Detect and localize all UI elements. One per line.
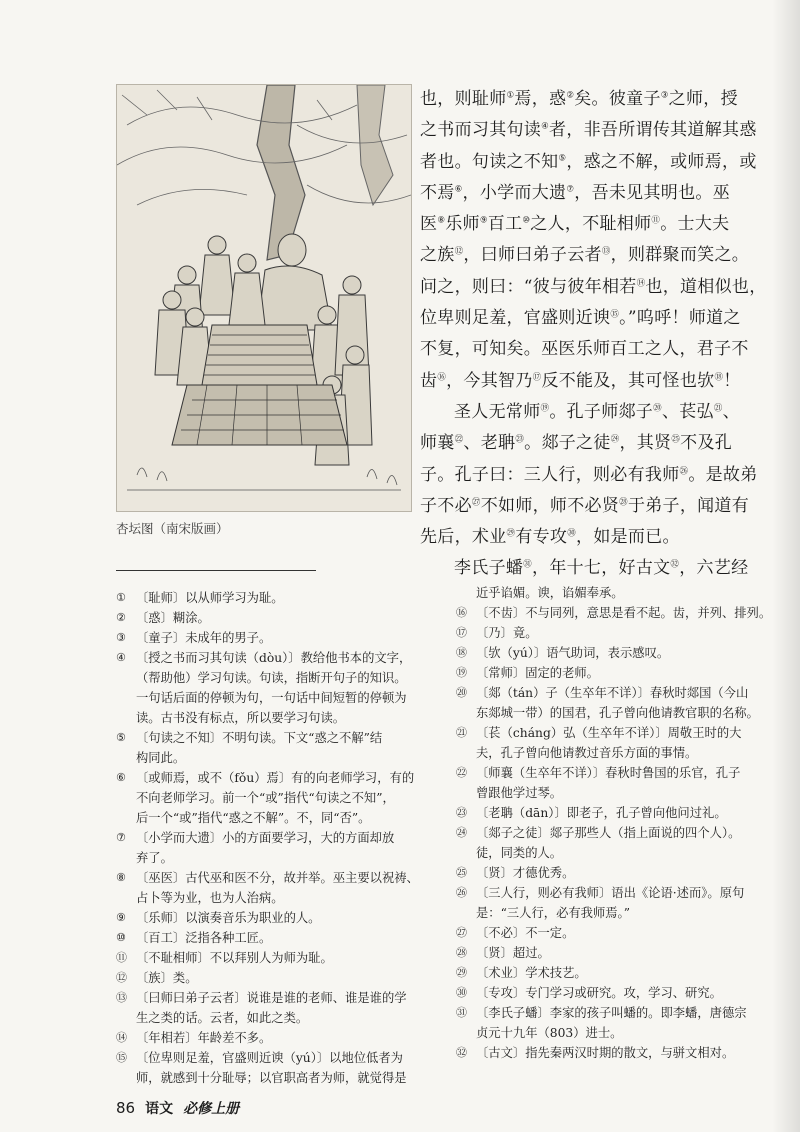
footnotes-left-column: [116, 588, 426, 1088]
text-run: ，曰师曰弟子云者: [463, 245, 602, 266]
text-run: ，吾未见其明也。巫: [574, 182, 730, 203]
footnote-number: ⑧: [116, 871, 126, 884]
footnote-number: ⑰: [456, 626, 467, 639]
footnote-text: 〔位卑则足羞，官盛则近谀（yú）〕以地位低者为: [136, 1051, 403, 1065]
footnote-line: [116, 628, 426, 648]
footnote-text: 〔专攻〕专门学习或研究。攻，学习、研究。: [476, 986, 722, 1000]
footnote-line: [116, 788, 426, 808]
subject-name: 语文: [145, 1101, 174, 1117]
footnote-number: ⑦: [116, 831, 126, 844]
footnote-marker: ⑫: [454, 246, 464, 257]
footnote-marker: ㉒: [454, 434, 464, 445]
text-line: [420, 84, 758, 115]
footnote-number: ⑯: [456, 606, 467, 619]
footnote-marker: ⑰: [532, 372, 542, 383]
footnote-text: 〔贤〕才德优秀。: [476, 866, 575, 880]
footnote-number: [116, 1068, 133, 1088]
footnote-line: [456, 743, 774, 763]
footnote-text: 曾跟他学过琴。: [476, 786, 563, 800]
footnote-marker: ①: [506, 90, 515, 101]
page-number: 86: [116, 1099, 136, 1117]
text-run: 矣。彼童子: [574, 89, 661, 109]
footnote-text: 〔不齿〕不与同列，意思是看不起。齿，并列、排列。: [476, 606, 772, 620]
footnote-line: [456, 703, 774, 723]
footnote-number: [116, 808, 133, 828]
footnote-line: [116, 1068, 426, 1088]
footnote-line: [116, 688, 426, 708]
footnote-text: 占卜等为业，也为人治病。: [136, 891, 284, 905]
footnote-line: [456, 643, 774, 663]
footnote-marker: ⑪: [651, 215, 661, 226]
footnote-text: 〔曰师曰弟子云者〕说谁是谁的老师、谁是谁的学: [136, 991, 407, 1005]
text-run: 不及孔: [680, 433, 733, 454]
footnote-text: 〔授之书而习其句读（dòu）〕教给他书本的文字，: [136, 651, 412, 665]
footnote-text: 〔老聃（dān）〕即老子，孔子曾向他问过礼。: [476, 806, 727, 820]
footnote-number: ⑳: [456, 686, 467, 699]
text-run: ，如是而已。: [576, 527, 680, 548]
footnote-text: 生之类的话。云者，如此之类。: [136, 1011, 309, 1025]
text-run: 也，则耻师: [420, 89, 507, 109]
footnote-separator: [116, 570, 316, 571]
footnote-text: 〔或师焉，或不（fǒu）焉〕有的向老师学习，有的: [136, 771, 415, 785]
footnote-number: [456, 843, 473, 863]
footnote-number: ㉘: [456, 946, 467, 959]
footnote-text: 〔不必〕不一定。: [476, 926, 575, 940]
footnote-marker: ②: [566, 90, 575, 101]
footnote-line: [116, 708, 426, 728]
illustration-caption: 杏坛图（南宋版画）: [116, 521, 229, 536]
text-run: ，今其智乃: [446, 370, 533, 391]
footnote-number: [116, 688, 133, 708]
text-run: 。是故弟: [688, 464, 758, 485]
text-run: 位卑则足羞，官盛则近谀: [420, 308, 611, 329]
text-run: ，惑之不解，或师焉，或: [566, 151, 757, 172]
footnote-number: ⑬: [116, 991, 127, 1004]
text-run: 百工: [487, 214, 523, 235]
footnote-text: 一句话后面的停顿为句，一句话中间短暂的停顿为: [136, 691, 407, 705]
footnote-text: 构同此。: [136, 751, 186, 765]
footnote-marker: ㉗: [471, 497, 481, 508]
footnote-line: [456, 723, 774, 743]
footnote-text: （帮助他）学习句读。句读，指断开句子的知识。: [136, 671, 407, 685]
footnote-number: ㉚: [456, 986, 467, 999]
footnote-marker: ⑮: [610, 309, 620, 320]
text-run: 、老聃: [463, 433, 516, 454]
text-run: 之师，授: [668, 89, 738, 109]
footnote-number: [456, 743, 473, 763]
footnote-marker: ⑧: [437, 215, 446, 226]
text-run: 师襄: [420, 433, 455, 454]
footnote-marker: ③: [660, 90, 669, 101]
text-run: 者，非吾所谓传其道解其惑: [549, 120, 757, 141]
footnote-number: ㉒: [456, 766, 467, 779]
footnote-number: ⑪: [116, 951, 127, 964]
footnote-number: ⑨: [116, 911, 126, 924]
text-run: 先后，术业: [420, 527, 507, 548]
text-run: ，年十七，好古文: [532, 558, 671, 579]
text-run: 问之，则曰：“彼与彼年相若: [420, 276, 637, 297]
footnote-line: [116, 928, 426, 948]
book-name: 必修上册: [183, 1101, 240, 1117]
footnote-line: [456, 603, 774, 623]
footnote-text: 夫，孔子曾向他请教过音乐方面的事情。: [476, 746, 698, 760]
text-line: [420, 240, 758, 271]
footnote-number: ⑲: [456, 666, 467, 679]
footnote-number: ㉙: [456, 966, 467, 979]
footnote-number: ⑥: [116, 771, 126, 784]
footnote-marker: ㉕: [671, 434, 681, 445]
footnote-text: 徒，同类的人。: [476, 846, 563, 860]
footnote-marker: ⑬: [601, 246, 611, 257]
text-run: 反不能及，其可怪也欤: [541, 370, 715, 391]
footnote-text: 〔李氏子蟠〕李家的孩子叫蟠的。即李蟠，唐德宗: [476, 1006, 747, 1020]
footnote-number: ㉖: [456, 886, 467, 899]
text-line: [420, 334, 758, 365]
footnote-number: ④: [116, 651, 126, 664]
text-run: 不如师，师不必贤: [480, 495, 620, 516]
text-run: 焉，惑: [514, 89, 567, 109]
footnote-text: 不向老师学习。前一个“或”指代“句读之不知”，: [136, 791, 395, 805]
footnote-number: ⑭: [116, 1031, 127, 1044]
footnote-line: [456, 883, 774, 903]
footnote-number: ㉛: [456, 1006, 467, 1019]
footnote-marker: ⑦: [566, 184, 575, 195]
footnote-line: [456, 663, 774, 683]
footnote-number: [116, 1008, 133, 1028]
footnote-text: 〔贤〕超过。: [476, 946, 550, 960]
footnote-number: [116, 668, 133, 688]
apricot-altar-illustration: [116, 84, 412, 512]
footnote-line: [116, 588, 426, 608]
text-line: [420, 272, 767, 303]
text-line: [420, 397, 758, 428]
footnote-text: 读。古书没有标点，所以要学习句读。: [136, 711, 346, 725]
footnote-line: [456, 763, 774, 783]
footnote-line: [116, 968, 426, 988]
footnote-text: 师，就感到十分耻辱；以官职高者为师，就觉得是: [136, 1071, 407, 1085]
text-run: 。孔子师郯子: [549, 401, 654, 422]
footnote-line: [456, 863, 774, 883]
footnote-number: ㉜: [456, 1046, 467, 1059]
footnote-marker: ⑥: [454, 184, 463, 195]
footnote-number: [456, 783, 473, 803]
footnote-line: [116, 608, 426, 628]
footnote-line: [116, 908, 426, 928]
footnotes-right-column: [456, 583, 774, 1063]
text-run: 之族: [420, 245, 455, 266]
footnote-marker: ㉓: [515, 434, 525, 445]
footnote-line: [116, 848, 426, 868]
footnote-number: ⑤: [116, 731, 126, 744]
text-run: ，六艺经: [679, 558, 749, 579]
footnote-number: [456, 703, 473, 723]
footnote-number: ②: [116, 611, 126, 624]
footnote-text: 〔族〕类。: [136, 971, 198, 985]
footnote-line: [456, 783, 774, 803]
text-run: 子。孔子曰：三人行，则必有我师: [420, 464, 680, 485]
footnote-marker: ④: [541, 121, 550, 132]
text-run: ！: [723, 370, 741, 391]
text-line: [420, 460, 758, 491]
footnote-text: 近乎谄媚。谀，谄媚奉承。: [476, 586, 624, 600]
footnote-text: 〔郯（tán）子（生卒年不详）〕春秋时郯国（今山: [476, 686, 749, 700]
footnote-text: 贞元十九年（803）进士。: [476, 1026, 623, 1040]
text-run: 。”呜呼！师道之: [619, 308, 741, 329]
footnote-line: [456, 683, 774, 703]
text-line: [420, 491, 758, 522]
footnote-marker: ⑨: [479, 215, 488, 226]
footnote-line: [456, 823, 774, 843]
text-run: 齿: [420, 370, 438, 391]
footnote-marker: ㉔: [610, 434, 620, 445]
footnote-text: 〔术业〕学术技艺。: [476, 966, 587, 980]
text-line: [420, 366, 758, 397]
footnote-number: ㉑: [456, 726, 467, 739]
text-run: 之人，不耻相师: [530, 214, 652, 235]
footnote-number: ①: [116, 591, 126, 604]
footnote-number: [116, 848, 133, 868]
footnote-text: 〔郯子之徒〕郯子那些人（指上面说的四个人）。: [476, 826, 741, 840]
footnote-number: ㉓: [456, 806, 467, 819]
footnote-line: [456, 963, 774, 983]
footnote-marker: ㉖: [679, 465, 689, 476]
footnote-number: [456, 583, 473, 603]
footnote-marker: ⑩: [522, 215, 531, 226]
text-run: 圣人无常师: [454, 401, 541, 422]
text-run: 、: [722, 401, 740, 422]
footnote-line: [116, 808, 426, 828]
footnote-number: [116, 888, 133, 908]
footnote-line: [116, 948, 426, 968]
footnote-text: 〔巫医〕古代巫和医不分，故并举。巫主要以祝祷、: [136, 871, 419, 885]
footnote-line: [116, 868, 426, 888]
footnote-marker: ⑯: [437, 372, 447, 383]
page-footer: [116, 1098, 239, 1118]
footnote-number: [456, 1023, 473, 1043]
text-run: 。士大夫: [660, 214, 730, 235]
footnote-text: 〔三人行，则必有我师〕语出《论语·述而》。原句: [476, 886, 745, 900]
footnote-line: [116, 668, 426, 688]
footnote-marker: ⑳: [653, 403, 662, 414]
footnote-line: [116, 728, 426, 748]
footnote-line: [456, 923, 774, 943]
footnote-line: [456, 1023, 774, 1043]
footnote-text: 〔惑〕糊涂。: [136, 611, 210, 625]
footnote-line: [456, 803, 774, 823]
footnote-marker: ㉑: [713, 403, 723, 414]
text-run: ，其贤: [619, 433, 672, 454]
footnote-line: [456, 983, 774, 1003]
text-run: 乐师: [445, 214, 480, 235]
text-run: 不焉: [420, 182, 455, 203]
footnote-text: 〔童子〕未成年的男子。: [136, 631, 272, 645]
footnote-text: 后一个“或”指代“惑之不解”。不，同“否”。: [136, 811, 371, 825]
footnote-marker: ㉙: [506, 528, 516, 539]
footnote-number: [116, 788, 133, 808]
footnote-line: [456, 843, 774, 863]
footnote-line: [456, 1003, 774, 1023]
text-run: 之书而习其句读: [420, 120, 542, 141]
text-line: [420, 147, 758, 178]
footnote-number: ⑱: [456, 646, 467, 659]
footnote-line: [116, 1028, 426, 1048]
main-body-text: [420, 84, 767, 585]
footnote-marker: ㉘: [619, 497, 628, 508]
text-line: [420, 303, 758, 334]
footnote-line: [116, 748, 426, 768]
footnote-line: [116, 828, 426, 848]
footnote-marker: ⑲: [540, 403, 550, 414]
footnote-line: [116, 1008, 426, 1028]
footnote-text: 〔耻师〕以从师学习为耻。: [136, 591, 284, 605]
footnote-number: ⑫: [116, 971, 127, 984]
text-run: 、苌弘: [661, 401, 714, 422]
footnote-line: [456, 623, 774, 643]
footnote-line: [456, 943, 774, 963]
footnote-number: [116, 708, 133, 728]
page-edge-shadow: [772, 0, 800, 1132]
footnote-line: [116, 888, 426, 908]
text-line: [420, 522, 758, 553]
footnote-number: [116, 748, 133, 768]
footnote-number: ⑮: [116, 1051, 127, 1064]
footnote-number: [456, 903, 473, 923]
footnote-text: 〔句读之不知〕不明句读。下文“惑之不解”结: [136, 731, 383, 745]
text-run: ，小学而大遗: [462, 182, 567, 203]
footnote-marker: ㉛: [523, 559, 533, 570]
text-line: [420, 553, 758, 584]
text-run: 医: [420, 214, 438, 235]
text-run: 。郯子之徒: [524, 433, 611, 454]
footnote-line: [116, 1048, 426, 1068]
text-line: [420, 178, 758, 209]
footnote-line: [116, 648, 426, 668]
footnote-line: [456, 583, 774, 603]
footnote-text: 〔苌（cháng）弘（生卒年不详）〕周敬王时的大: [476, 726, 742, 740]
footnote-marker: ⑭: [636, 278, 646, 289]
text-run: ，则群聚而笑之。: [610, 245, 750, 266]
footnote-line: [116, 988, 426, 1008]
text-run: 不复，可知矣。巫医乐师百工之人，君子不: [420, 339, 749, 360]
footnote-text: 〔师襄（生卒年不详）〕春秋时鲁国的乐官，孔子: [476, 766, 741, 780]
footnote-text: 〔百工〕泛指各种工匠。: [136, 931, 272, 945]
text-run: 者也。句读之不知: [420, 151, 559, 172]
footnote-text: 〔不耻相师〕不以拜别人为师为耻。: [136, 951, 333, 965]
footnote-text: 〔欤（yú）〕语气助词，表示感叹。: [476, 646, 670, 660]
text-run: 有专攻: [515, 527, 568, 548]
footnote-text: 〔乃〕竟。: [476, 626, 538, 640]
text-run: 李氏子蟠: [454, 558, 524, 579]
footnote-text: 东郯城一带）的国君，孔子曾向他请教官职的名称。: [476, 706, 759, 720]
footnote-line: [456, 1043, 774, 1063]
footnote-number: ㉔: [456, 826, 467, 839]
footnote-number: ⑩: [116, 931, 126, 944]
text-run: 于弟子，闻道有: [627, 495, 750, 516]
footnote-text: 〔乐师〕以演奏音乐为职业的人。: [136, 911, 321, 925]
footnote-text: 〔古文〕指先秦两汉时期的散文，与骈文相对。: [476, 1046, 735, 1060]
footnote-marker: ⑱: [714, 372, 724, 383]
text-line: [420, 209, 758, 240]
footnote-marker: ㉜: [670, 559, 680, 570]
footnote-number: ③: [116, 631, 126, 644]
footnote-text: 〔小学而大遗〕小的方面要学习，大的方面却放: [136, 831, 395, 845]
footnote-text: 是：“三人行，必有我师焉。”: [476, 906, 630, 920]
footnote-line: [456, 903, 774, 923]
footnote-number: ㉗: [456, 926, 467, 939]
footnote-text: 〔常师〕固定的老师。: [476, 666, 599, 680]
footnote-number: ㉕: [456, 866, 467, 879]
footnote-text: 〔年相若〕年龄差不多。: [136, 1031, 272, 1045]
footnote-text: 弃了。: [136, 851, 173, 865]
woodcut-picture: [117, 85, 411, 511]
footnote-marker: ㉚: [567, 528, 577, 539]
footnote-line: [116, 768, 426, 788]
text-run: 子不必: [420, 495, 472, 516]
footnote-marker: ⑤: [558, 152, 567, 163]
text-line: [420, 428, 758, 459]
text-line: [420, 115, 758, 146]
text-run: 也，道相似也，: [645, 276, 767, 297]
